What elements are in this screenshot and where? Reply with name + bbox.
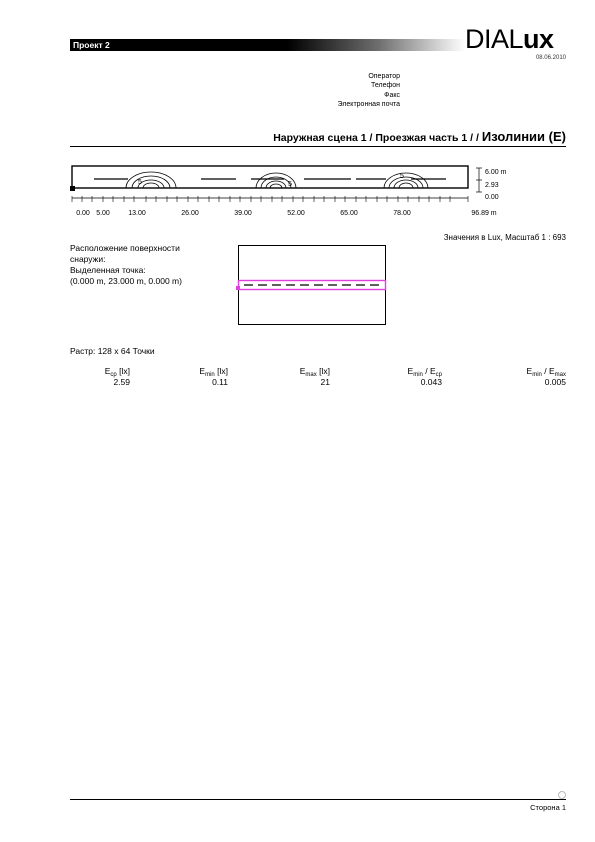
stat-emin-eavg [408,366,442,388]
x-tick-label: 52.00 [287,210,305,217]
document-date: 08.06.2010 [535,55,566,61]
page-number: Сторона 1 [530,803,566,812]
x-tick-label: 13.00 [128,210,146,217]
location-description [70,243,220,287]
stat-label: $E_{min}$ [lx] [199,366,228,378]
isoline-plan [66,160,506,220]
x-tick-label: 5.00 [96,210,110,217]
x-tick-label: 0.00 [76,210,90,217]
stat-value: 0.005 [544,377,566,387]
contact-operator: Оператор [368,73,400,80]
footer-divider [70,799,566,800]
stat-e-avg [105,366,130,388]
contact-fax: Факс [384,91,400,99]
contact-block [338,72,400,109]
stat-value: 2.59 [113,377,130,387]
x-tick-label: 65.00 [340,210,358,217]
contact-phone: Телефон [370,82,400,90]
y-axis [476,168,482,192]
stat-label: $E_{min} / E_{cp}$ [407,366,442,378]
stat-value: 21 [320,377,330,387]
x-tick-label: 39.00 [234,210,252,217]
contact-email: Электронная почта [337,100,400,108]
x-axis-ticks [72,196,468,202]
footer-mark-icon [558,791,566,799]
location-minimap [234,244,390,328]
isoline-label-2: 5 [288,181,292,188]
origin-marker [70,186,75,191]
page-title-main: Наружная сцена 1 / Проезжая часть 1 / / [273,132,479,144]
project-title: Проект 2 [73,40,110,50]
stat-value: 0.11 [212,377,228,387]
stat-emin-emax [527,366,566,388]
stat-value: 0.043 [420,377,442,387]
isoline-label-1: 5 [138,179,142,186]
project-title-bar [70,39,465,51]
stat-label: $E_{min} / E_{max}$ [526,366,566,378]
stat-e-max [300,366,330,388]
y-tick-label: 6.00 m [485,169,506,176]
location-line: Расположение поверхности [70,243,180,253]
minimap-selected-point [236,286,240,290]
stat-label: $E_{max}$ [lx] [299,366,330,378]
dialux-logo [465,24,554,54]
x-tick-label: 78.00 [393,210,411,217]
isolines [126,172,428,188]
y-tick-label: 2.93 [485,182,499,189]
page-title-emphasis: Изолинии (E) [481,129,566,144]
raster-info: Растр: 128 x 64 Точки [70,346,155,356]
y-tick-label: 0.00 [485,194,499,201]
logo-part-bold: ux [523,24,554,54]
heading-divider [70,146,566,147]
scale-note: Значения в Lux, Масштаб 1 : 693 [443,233,566,242]
isoline-label-3: 5 [400,173,404,180]
location-coordinates: (0.000 m, 23.000 m, 0.000 m) [70,276,182,286]
x-tick-label: 96.89 m [471,210,497,217]
location-line: Выделенная точка: [70,265,146,275]
stat-e-min [199,366,228,388]
logo-part-light: DIAL [465,24,524,54]
page-title [273,129,566,144]
x-tick-label: 26.00 [181,210,199,217]
location-line: снаружи: [70,254,106,264]
stat-label: $E_{cp}$ [lx] [104,366,130,378]
